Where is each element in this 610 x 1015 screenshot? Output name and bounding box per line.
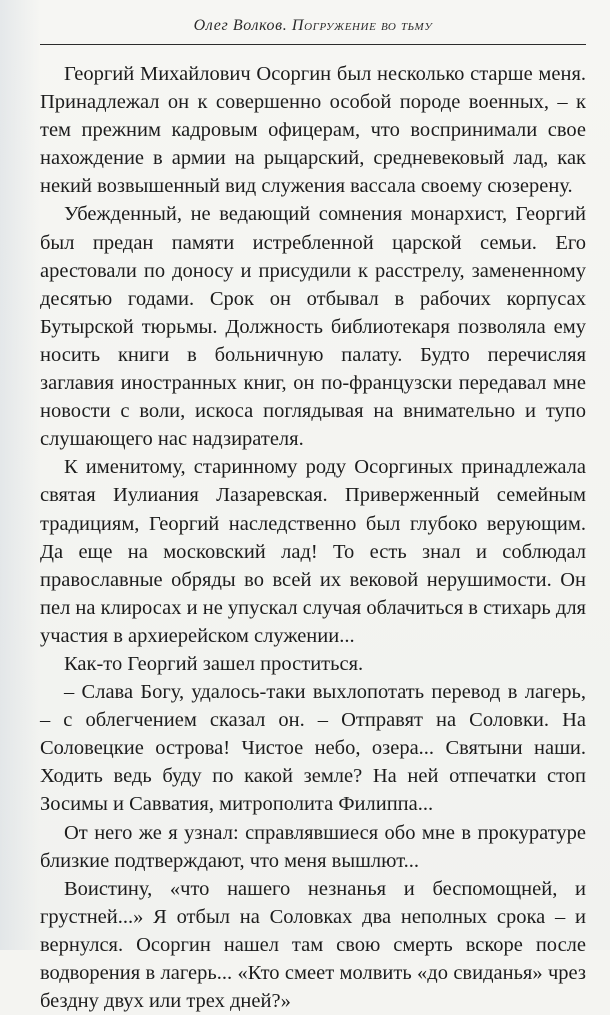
paragraph-2: Убежденный, не ведающий сомнения монархист, Георгий был предан памяти истребленной царской семьи. Его арестовали по доносу и присудили к расстрелу, замененному десятью годами. Срок он отбывал в рабочих корпусах Бутырской тюрьмы. Должность библиотекаря позволяла ему носить книги в больничную палату. Будто перечисляя заглавия иностранных книг, он по-французски передавал мне новости с воли, искоса поглядывая на внимательно и тупо слушающего нас надзирателя. (40, 203, 586, 451)
paragraph-7: Воистину, «что нашего незнанья и беспомощней, и грустней...» Я отбыл на Соловках два неполных срока – и вернулся. Осоргин нашел там свою смерть вскоре после водворения в лагерь... «Кто смеет молвить «до свиданья» чрез бездну двух или трех дней?» (40, 877, 586, 1013)
running-head-title: Погружение во тьму (291, 17, 433, 34)
body-text (40, 60, 586, 1015)
running-head (40, 17, 586, 35)
paragraph-4: Как-то Георгий зашел проститься. (64, 652, 364, 675)
paragraph-6: От него же я узнал: справлявшиеся обо мне в прокуратуре близкие подтверждают, что меня вышлют... (40, 821, 586, 872)
paragraph-1: Георгий Михайлович Осоргин был несколько старше меня. Принадлежал он к совершенно особой породе военных, – к тем прежним кадровым офицерам, что воспринимали свое нахождение в армии на рыцарский, средневековый лад, как некий возвышенный вид служения вассала своему сюзерену. (40, 63, 586, 198)
paragraph-3: К именитому, старинному роду Осоргиных принадлежала святая Иулиания Лазаревская. Приверженный семейным традициям, Георгий наследственно был глубоко верующим. Да еще на московский лад! То есть знал и соблюдал православные обряды во всей их вековой нерушимости. Он пел на клиросах и не упускал случая облачиться в стихарь для участия в архиерейском служении... (40, 456, 586, 647)
running-head-author: Олег Волков. (193, 17, 288, 34)
header-rule (40, 44, 586, 45)
paragraph-5: – Слава Богу, удалось-таки выхлопотать перевод в лагерь, – с облегчением сказал он. – Отправят на Соловки. На Соловецкие острова! Чистое небо, озера... Святыни наши. Ходить ведь буду по какой земле? На ней отпечатки стоп Зосимы и Савватия, митрополита Филиппа... (40, 681, 586, 816)
